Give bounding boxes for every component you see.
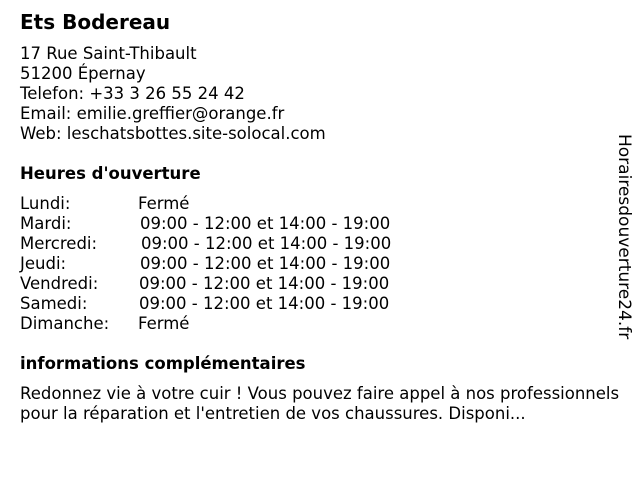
additional-info-heading: informations complémentaires — [20, 354, 306, 373]
address-street: 17 Rue Saint-Thibault — [20, 44, 197, 63]
hours-time-value: 09:00 - 12:00 et 14:00 - 19:00 — [139, 294, 390, 313]
web-line: Web: leschatsbottes.site-solocal.com — [20, 124, 326, 143]
hours-row-tuesday — [20, 214, 440, 234]
phone-line: Telefon: +33 3 26 55 24 42 — [20, 84, 245, 103]
hours-time-value: 09:00 - 12:00 et 14:00 - 19:00 — [139, 274, 390, 293]
hours-day-label: Vendredi: — [20, 274, 99, 293]
hours-row-saturday — [20, 294, 440, 314]
hours-row-friday — [20, 274, 440, 294]
hours-time-value: 09:00 - 12:00 et 14:00 - 19:00 — [140, 214, 391, 233]
hours-day-label: Mardi: — [20, 214, 72, 233]
address-city: 51200 Épernay — [20, 64, 146, 83]
hours-day-label: Dimanche: — [20, 314, 110, 333]
hours-row-wednesday — [20, 234, 440, 254]
site-watermark: Horairesdouverture24.fr — [614, 134, 634, 340]
hours-row-monday — [20, 194, 440, 214]
opening-hours-heading: Heures d'ouverture — [20, 164, 201, 183]
hours-day-label: Lundi: — [20, 194, 71, 213]
hours-time-value: Fermé — [138, 194, 190, 213]
hours-time-value: 09:00 - 12:00 et 14:00 - 19:00 — [141, 234, 392, 253]
hours-time-value: 09:00 - 12:00 et 14:00 - 19:00 — [140, 254, 391, 273]
hours-row-sunday — [20, 314, 440, 334]
email-line: Email: emilie.greffier@orange.fr — [20, 104, 285, 123]
hours-row-thursday — [20, 254, 440, 274]
additional-info-text: Redonnez vie à votre cuir ! Vous pouvez faire appel à nos professionnels pour la réparation et l'entretien de vos chaussures. Disponi... — [20, 384, 620, 423]
business-name: Ets Bodereau — [20, 10, 171, 34]
hours-day-label: Samedi: — [20, 294, 88, 313]
hours-day-label: Jeudi: — [20, 254, 67, 273]
hours-time-value: Fermé — [138, 314, 190, 333]
hours-day-label: Mercredi: — [20, 234, 98, 253]
